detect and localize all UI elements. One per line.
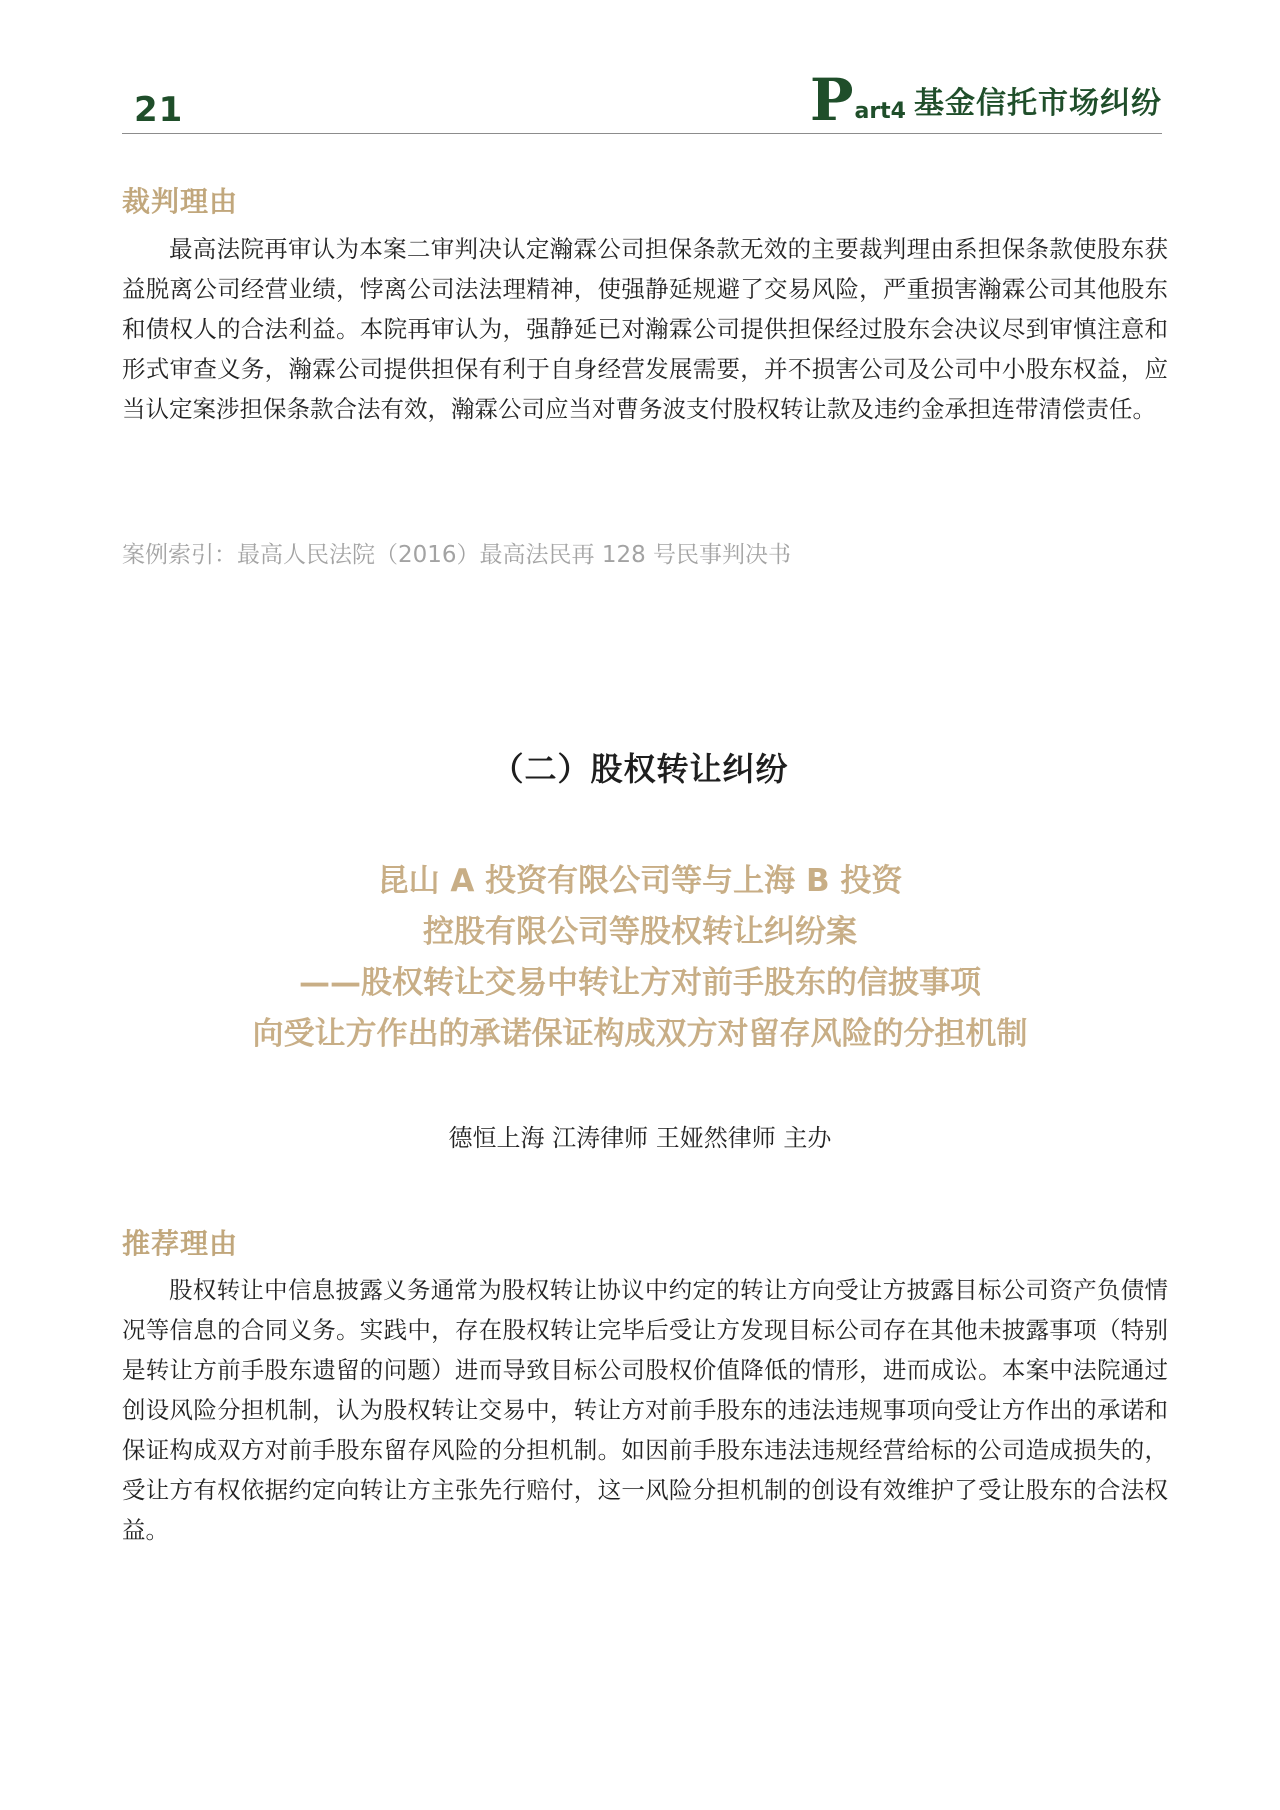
recommendation-paragraph: 股权转让中信息披露义务通常为股权转让协议中约定的转让方向受让方披露目标公司资产负债情况等信息的合同义务。实践中，存在股权转让完毕后受让方发现目标公司存在其他未披露事项（特别是转让方前手股东遗留的问题）进而导致目标公司股权价值降低的情形，进而成讼。本案中法院通过创设风险分担机制，认为股权转让交易中，转让方对前手股东的违法违规事项向受让方作出的承诺和保证构成双方对前手股东留存风险的分担机制。如因前手股东违法违规经营给标的公司造成损失的，受让方有权依据约定向转让方主张先行赔付，这一风险分担机制的创设有效维护了受让股东的合法权益。 [122, 1276, 1168, 1544]
running-header [809, 66, 1162, 134]
part-letter: P [809, 66, 854, 134]
judgment-reason-heading: 裁判理由 [122, 185, 239, 218]
authors: 德恒上海 江涛律师 王娅然律师 主办 [448, 1124, 832, 1152]
case-title-line: 控股有限公司等股权转让纠纷案 [423, 914, 857, 950]
recommendation-heading: 推荐理由 [122, 1227, 239, 1260]
section-name: 基金信托市场纠纷 [914, 86, 1162, 121]
part-heading: （二）股权转让纠纷 [491, 750, 789, 788]
case-title-subtitle-line: 向受让方作出的承诺保证构成双方对留存风险的分担机制 [252, 1016, 1028, 1052]
header-divider [122, 133, 1162, 134]
case-title-line: 昆山 A 投资有限公司等与上海 B 投资 [377, 863, 903, 899]
judgment-reason-paragraph: 最高法院再审认为本案二审判决认定瀚霖公司担保条款无效的主要裁判理由系担保条款使股东获益脱离公司经营业绩，悖离公司法法理精神，使强静延规避了交易风险，严重损害瀚霖公司其他股东和债权人的合法利益。本院再审认为，强静延已对瀚霖公司提供担保经过股东会决议尽到审慎注意和形式审查义务，瀚霖公司提供担保有利于自身经营发展需要，并不损害公司及公司中小股东权益，应当认定案涉担保条款合法有效，瀚霖公司应当对曹务波支付股权转让款及违约金承担连带清偿责任。 [122, 235, 1168, 423]
part-number: art4 [854, 99, 906, 124]
case-title [0, 856, 1280, 1060]
page-number: 21 [134, 90, 184, 130]
case-reference: 案例索引：最高人民法院（2016）最高法民再 128 号民事判决书 [122, 542, 792, 568]
case-title-subtitle-line: ——股权转让交易中转让方对前手股东的信披事项 [299, 965, 981, 1001]
